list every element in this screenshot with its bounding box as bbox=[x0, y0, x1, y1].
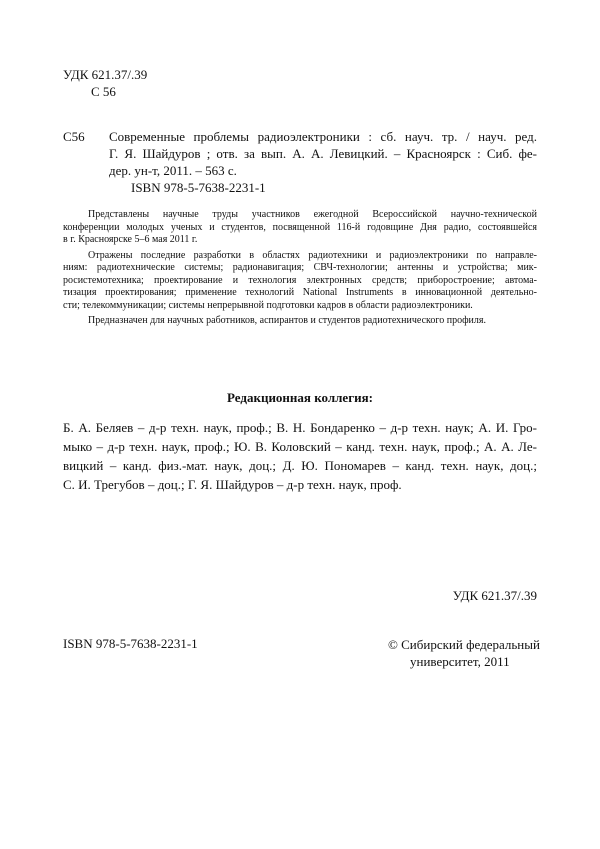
annotation-purpose: Предназначен для научных работников, аспирантов и студентов радиотехнического профиля. bbox=[88, 315, 486, 326]
editorial-board-line: Б. А. Беляев – д-р техн. наук, проф.; В. Н. Бондаренко – д-р техн. наук; А. И. Гро- bbox=[63, 420, 537, 435]
editorial-board-line: вицкий – канд. физ.-мат. наук, доц.; Д. Ю. Пономарев – канд. техн. наук, доц.; bbox=[63, 458, 537, 473]
udk-header bbox=[63, 66, 147, 100]
copyright-notice bbox=[388, 636, 540, 670]
annotation-line: сти; телекоммуникации; системы непрерывной подготовки кадров в области радиоэлектроники. bbox=[63, 299, 473, 311]
bibliographic-line: Г. Я. Шайдуров ; отв. за вып. А. А. Левицкий. – Красноярск : Сиб. фе- bbox=[109, 146, 537, 161]
bibliographic-description bbox=[109, 128, 537, 196]
annotation-line: Представлены научные труды участников ежегодной Всероссийской научно-технической bbox=[88, 209, 537, 220]
editorial-board-heading: Редакционная коллегия: bbox=[227, 390, 373, 405]
shelf-code: С 56 bbox=[91, 84, 116, 99]
bibliographic-line: Современные проблемы радиоэлектроники : сб. науч. тр. / науч. ред. bbox=[109, 129, 537, 144]
copyright-line: © Сибирский федеральный bbox=[388, 637, 540, 652]
editorial-board-line: С. И. Трегубов – доц.; Г. Я. Шайдуров – д-р техн. наук, проф. bbox=[63, 477, 402, 492]
editorial-board-line: мыко – д-р техн. наук, проф.; Ю. В. Коловский – канд. техн. наук, проф.; А. А. Ле- bbox=[63, 439, 537, 454]
editorial-board-list bbox=[63, 418, 537, 494]
annotation-line: в г. Красноярске 5–6 мая 2011 г. bbox=[63, 234, 198, 245]
isbn-record: ISBN 978-5-7638-2231-1 bbox=[131, 180, 266, 195]
annotation bbox=[63, 209, 537, 331]
copyright-line: университет, 2011 bbox=[410, 654, 510, 669]
annotation-line: Отражены последние разработки в областях радиотехники и радиоэлектроники по направле- bbox=[88, 249, 537, 261]
annotation-line: конференции молодых ученых и студентов, посвященной 116-й годовщине Дня радио, состоявшейся bbox=[63, 221, 537, 233]
bibliographic-line: дер. ун-т, 2011. – 563 с. bbox=[109, 163, 237, 178]
annotation-line: тизация проектирования; применение технологий National Instruments в инновационной деятельно- bbox=[63, 287, 537, 298]
udk-code: УДК 621.37/.39 bbox=[63, 67, 148, 82]
annotation-line: росистемотехника; проектирование и технология электронных средств; приборостроение; автома- bbox=[63, 274, 537, 286]
annotation-line: ниям: радиотехнические системы; радионавигация; СВЧ-технологии; антенны и устройства; мик- bbox=[63, 262, 537, 273]
isbn-footer: ISBN 978-5-7638-2231-1 bbox=[63, 636, 198, 651]
author-mark: С56 bbox=[63, 129, 85, 144]
udk-footer: УДК 621.37/.39 bbox=[452, 588, 537, 603]
annotation-paragraph bbox=[63, 250, 537, 313]
annotation-paragraph bbox=[63, 209, 537, 247]
